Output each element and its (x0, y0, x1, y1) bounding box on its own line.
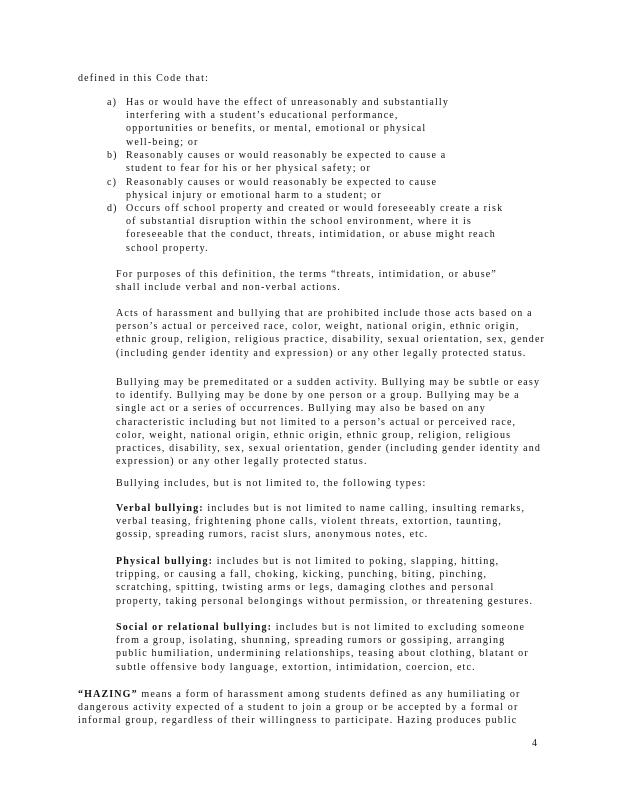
text-line (116, 502, 525, 515)
text-line: shall include verbal and non-verbal actions. (116, 282, 341, 294)
text-line: single act or a series of occurrences. Bullying may also be based on any (116, 403, 486, 415)
physical-bullying-term: Physical bullying: (116, 556, 214, 567)
text-line: Has or would have the effect of unreasonably and substantially (126, 97, 449, 108)
text-line: color, weight, national origin, ethnic origin, ethnic group, religion, religious (116, 429, 512, 441)
text-line: opportunities or benefits, or mental, emotional or physical (126, 123, 427, 135)
text-line: dangerous activity expected of a student to join a group or be accepted by a formal or (78, 702, 519, 714)
text-line: informal group, regardless of their willingness to participate. Hazing produces public (78, 715, 518, 727)
text-line: characteristic including but not limited to a person’s actual or perceived race, (116, 416, 517, 428)
text-line: foreseeable that the conduct, threats, intimidation, or abuse might reach (126, 229, 496, 241)
text-line: scratching, spitting, twisting arms or legs, damaging clothes and personal (116, 582, 495, 594)
text-line: gossip, spreading rumors, racist slurs, anonymous notes, etc. (116, 529, 429, 541)
text-line: Reasonably causes or would reasonably be expected to cause (126, 177, 438, 188)
text-line (78, 688, 521, 701)
verbal-bullying-term: Verbal bullying: (116, 503, 204, 514)
text-line: Acts of harassment and bullying that are prohibited include those acts based on a (116, 308, 533, 319)
text-line (116, 621, 529, 634)
text-line: physical injury or emotional harm to a student; or (126, 190, 382, 202)
text-line: verbal teasing, frightening phone calls, violent threats, extortion, taunting, (116, 516, 503, 528)
text-fragment: means a form of harassment among students defined as any humiliating or (137, 689, 521, 700)
text-line: of substantial disruption within the school environment, where it is (126, 216, 472, 228)
text-line: interfering with a student’s educational performance, (126, 110, 399, 122)
text-line: well-being; or (126, 136, 199, 148)
prohibited-acts-paragraph (116, 307, 545, 360)
text-line: Bullying may be premeditated or a sudden activity. Bullying may be subtle or easy (116, 377, 541, 388)
list-text (126, 202, 503, 255)
text-fragment: includes but is not limited to name calling, insulting remarks, (203, 503, 526, 514)
physical-bullying-paragraph (116, 555, 533, 608)
text-line: tripping, or causing a fall, choking, kicking, punching, biting, pinching, (116, 569, 488, 581)
list-text (126, 176, 437, 202)
verbal-bullying-paragraph (116, 502, 525, 542)
text-line: Reasonably causes or would reasonably be expected to cause a (126, 150, 447, 161)
relational-bullying-term: Social or relational bullying: (116, 622, 273, 633)
text-line: to identify. Bullying may be done by one person or a group. Bullying may be a (116, 390, 520, 402)
text-line: Occurs off school property and created or would foreseeably create a risk (126, 203, 504, 214)
list-text (126, 149, 446, 175)
text-line: (including gender identity and expression) or any other legally protected status. (116, 347, 527, 359)
list-text (126, 96, 449, 149)
text-line: student to fear for his or her physical safety; or (126, 163, 371, 175)
list-label: c) (107, 177, 118, 188)
text-fragment: includes but is not limited to poking, slapping, hitting, (213, 556, 500, 567)
text-line: person’s actual or perceived race, color, weight, national origin, ethnic origin, (116, 321, 520, 333)
text-line: subtle offensive body language, extortion, intimidation, coercion, etc. (116, 661, 476, 673)
intro-line: defined in this Code that: (78, 73, 209, 84)
bullying-paragraph (116, 376, 541, 468)
definition-paragraph (116, 268, 497, 294)
text-line: practices, disability, sex, sexual orientation, gender (including gender identity and (116, 443, 542, 455)
list-label: d) (107, 203, 118, 214)
text-line: school property. (126, 242, 209, 254)
relational-bullying-paragraph (116, 621, 529, 674)
hazing-term: “HAZING” (78, 689, 138, 700)
hazing-paragraph (78, 688, 521, 728)
text-line: For purposes of this definition, the terms “threats, intimidation, or abuse” (116, 269, 497, 280)
text-line: public humiliation, undermining relationships, teasing about clothing, blatant or (116, 648, 529, 660)
text-line: expression) or any other legally protected status. (116, 456, 368, 468)
page-number: 4 (532, 738, 537, 749)
text-line: from a group, isolating, shunning, spreading rumors or gossiping, arranging (116, 635, 506, 647)
text-line: ethnic group, religion, religious practice, disability, sexual orientation, sex, gender (116, 334, 546, 346)
bullying-types-intro: Bullying includes, but is not limited to, the following types: (116, 478, 427, 489)
text-line (116, 555, 533, 568)
text-fragment: includes but is not limited to excluding someone (272, 622, 526, 633)
list-label: b) (107, 150, 118, 161)
text-line: property, taking personal belongings without permission, or threatening gestures. (116, 595, 534, 607)
list-label: a) (107, 97, 118, 108)
